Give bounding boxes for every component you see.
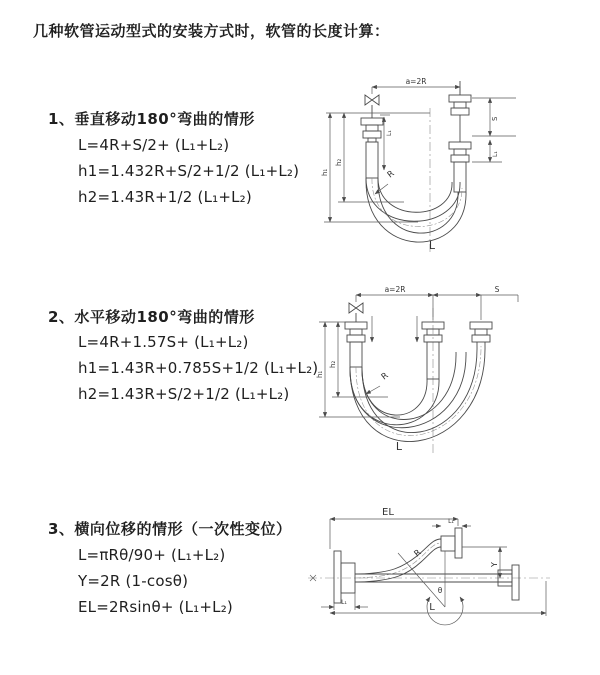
dim-el-label: EL xyxy=(382,507,394,518)
dim-s-label: S xyxy=(494,285,500,294)
left-flange xyxy=(334,551,355,603)
section-3-formula-l: L=πRθ/90+ (L₁+L₂) xyxy=(78,546,226,564)
dimension-a2r xyxy=(356,285,518,320)
dim-s-label: S xyxy=(491,116,499,121)
section-1-heading: 1、垂直移动180°弯曲的情形 xyxy=(48,110,255,128)
dimension-el xyxy=(330,507,458,549)
length-label: L xyxy=(428,239,436,252)
braid-section xyxy=(350,342,362,367)
hose-curved xyxy=(355,539,441,582)
length-label: L xyxy=(429,602,435,613)
top-flange xyxy=(441,528,462,558)
radius-callout xyxy=(366,371,391,394)
hose-u-bend xyxy=(366,178,466,242)
dim-h1-label: h₁ xyxy=(316,370,324,378)
length-label: L xyxy=(395,440,403,453)
valve-icon xyxy=(365,95,379,105)
right-pipe xyxy=(470,322,492,346)
dim-l1-pipe-label: L₁ xyxy=(386,130,393,136)
left-pipe xyxy=(361,95,383,178)
left-pipe xyxy=(345,303,367,367)
diagram-lateral-displacement xyxy=(300,495,600,635)
dim-h2-label: h₂ xyxy=(329,360,337,368)
right-flange xyxy=(498,565,519,600)
radius-label: R xyxy=(379,370,391,383)
dim-a2r-label: a=2R xyxy=(405,77,427,86)
valve-icon xyxy=(349,303,363,313)
dim-y-label: Y xyxy=(490,562,499,567)
dim-l1-left-label: L₁ xyxy=(341,599,347,606)
dimension-l1-left xyxy=(321,593,368,610)
dimension-a2r xyxy=(372,77,460,94)
dim-l1-right-label: L₁ xyxy=(492,151,499,157)
angle-theta-label: θ xyxy=(437,586,443,595)
braid-section xyxy=(366,142,378,178)
dim-l1-top-label: L₁ xyxy=(448,518,454,525)
dimension-l1-left-pipe xyxy=(380,115,393,170)
dim-h2-label: h₂ xyxy=(335,158,343,166)
dim-a2r-label: a=2R xyxy=(384,285,406,294)
section-2-formula-h1: h1=1.43R+0.785S+1/2 (L₁+L₂) xyxy=(78,359,319,377)
section-3-formula-y: Y=2R (1-cosθ) xyxy=(78,572,189,590)
dim-h1-label: h₁ xyxy=(321,168,329,176)
page-title: 几种软管运动型式的安装方式时，软管的长度计算： xyxy=(33,22,390,40)
section-3-heading: 3、横向位移的情形（一次性变位） xyxy=(48,520,292,538)
section-2-formula-l: L=4R+1.57S+ (L₁+L₂) xyxy=(78,333,249,351)
section-2-formula-h2: h2=1.43R+S/2+1/2 (L₁+L₂) xyxy=(78,385,290,403)
right-pipe xyxy=(449,81,471,192)
radius-angle-construction xyxy=(398,548,463,625)
dimension-y xyxy=(462,547,507,578)
section-1-formula-h1: h1=1.432R+S/2+1/2 (L₁+L₂) xyxy=(78,162,300,180)
section-3-formula-el: EL=2Rsinθ+ (L₁+L₂) xyxy=(78,598,233,616)
section-1-formula-h2: h2=1.43R+1/2 (L₁+L₂) xyxy=(78,188,252,206)
section-1-formula-l: L=4R+S/2+ (L₁+L₂) xyxy=(78,136,230,154)
hose-u-bend xyxy=(350,346,485,442)
section-2-heading: 2、水平移动180°弯曲的情形 xyxy=(48,308,255,326)
dimension-s xyxy=(472,98,516,162)
radius-label: R xyxy=(385,168,397,181)
radius-label: R xyxy=(412,547,424,560)
diagram-vertical-movement-180 xyxy=(300,72,600,262)
diagram-horizontal-movement-180 xyxy=(300,280,600,460)
